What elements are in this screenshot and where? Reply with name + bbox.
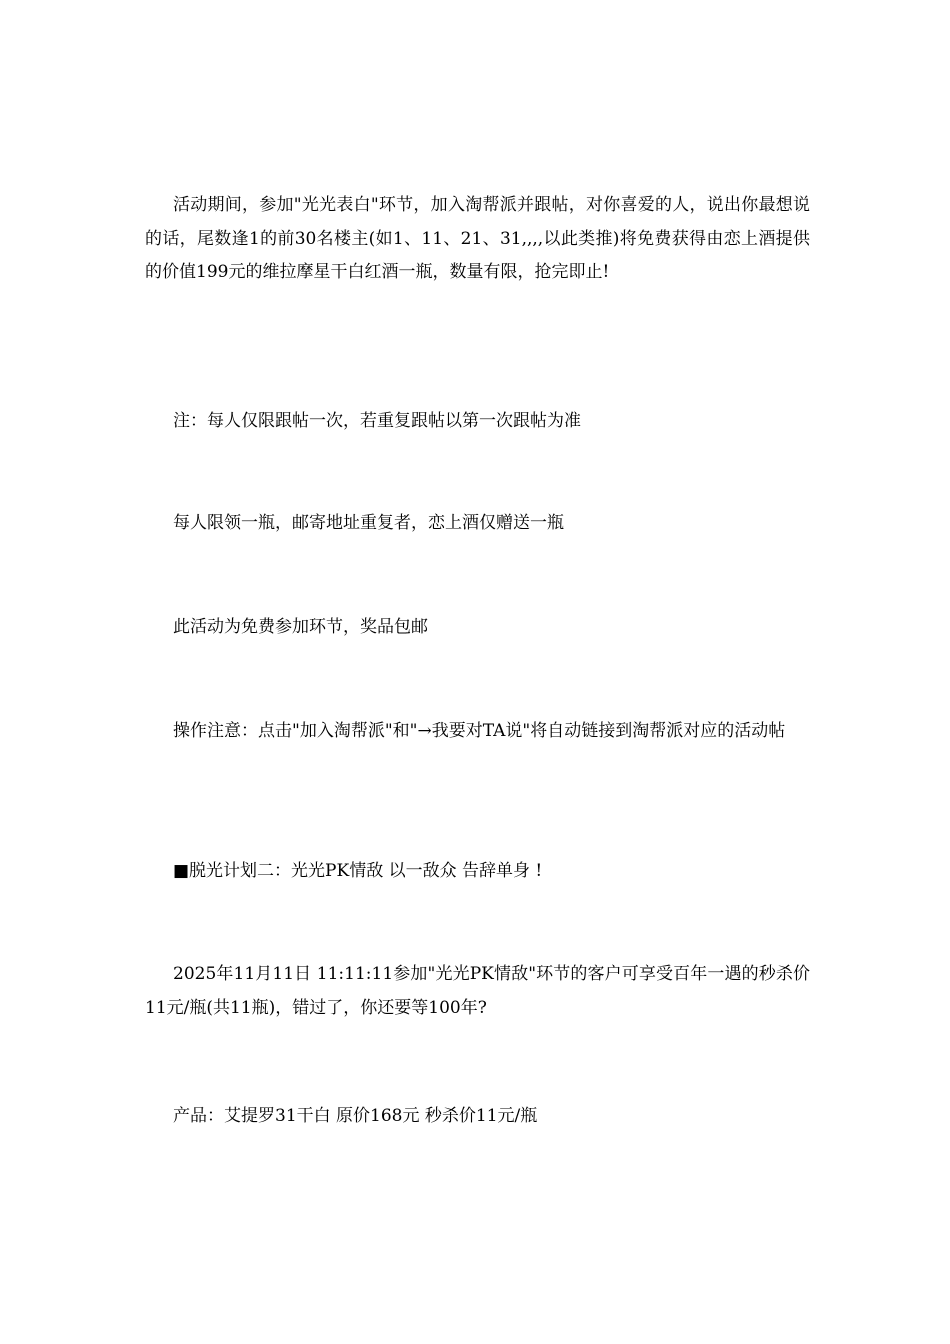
paragraph-free-shipping: 此活动为免费参加环节，奖品包邮	[173, 617, 428, 637]
paragraph-flash-sale: 2025年11月11日 11:11:11参加"光光PK情敌"环节的客户可享受百年一遇的秒杀价11元/瓶(共11瓶)，错过了，你还要等100年?	[145, 964, 810, 1018]
paragraph-operation-note: 操作注意：点击"加入淘帮派"和"→我要对TA说"将自动链接到淘帮派对应的活动帖	[173, 721, 786, 741]
paragraph-product-price: 产品：艾提罗31干白 原价168元 秒杀价11元/瓶	[173, 1106, 538, 1126]
paragraph-one-bottle-limit: 每人限领一瓶，邮寄地址重复者，恋上酒仅赠送一瓶	[173, 513, 564, 533]
paragraph-activity-rules: 活动期间，参加"光光表白"环节，加入淘帮派并跟帖，对你喜爱的人，说出你最想说的话，尾数逢1的前30名楼主(如1、11、21、31,,,,以此类推)将免费获得由恋上酒提供的价值199元的维拉摩星干白红酒一瓶，数量有限，抢完即止!	[145, 195, 810, 282]
paragraph-note-one-post: 注：每人仅限跟帖一次，若重复跟帖以第一次跟帖为准	[173, 411, 581, 431]
section-heading-plan-two: ■脱光计划二：光光PK情敌 以一敌众 告辞单身 !	[173, 861, 543, 881]
